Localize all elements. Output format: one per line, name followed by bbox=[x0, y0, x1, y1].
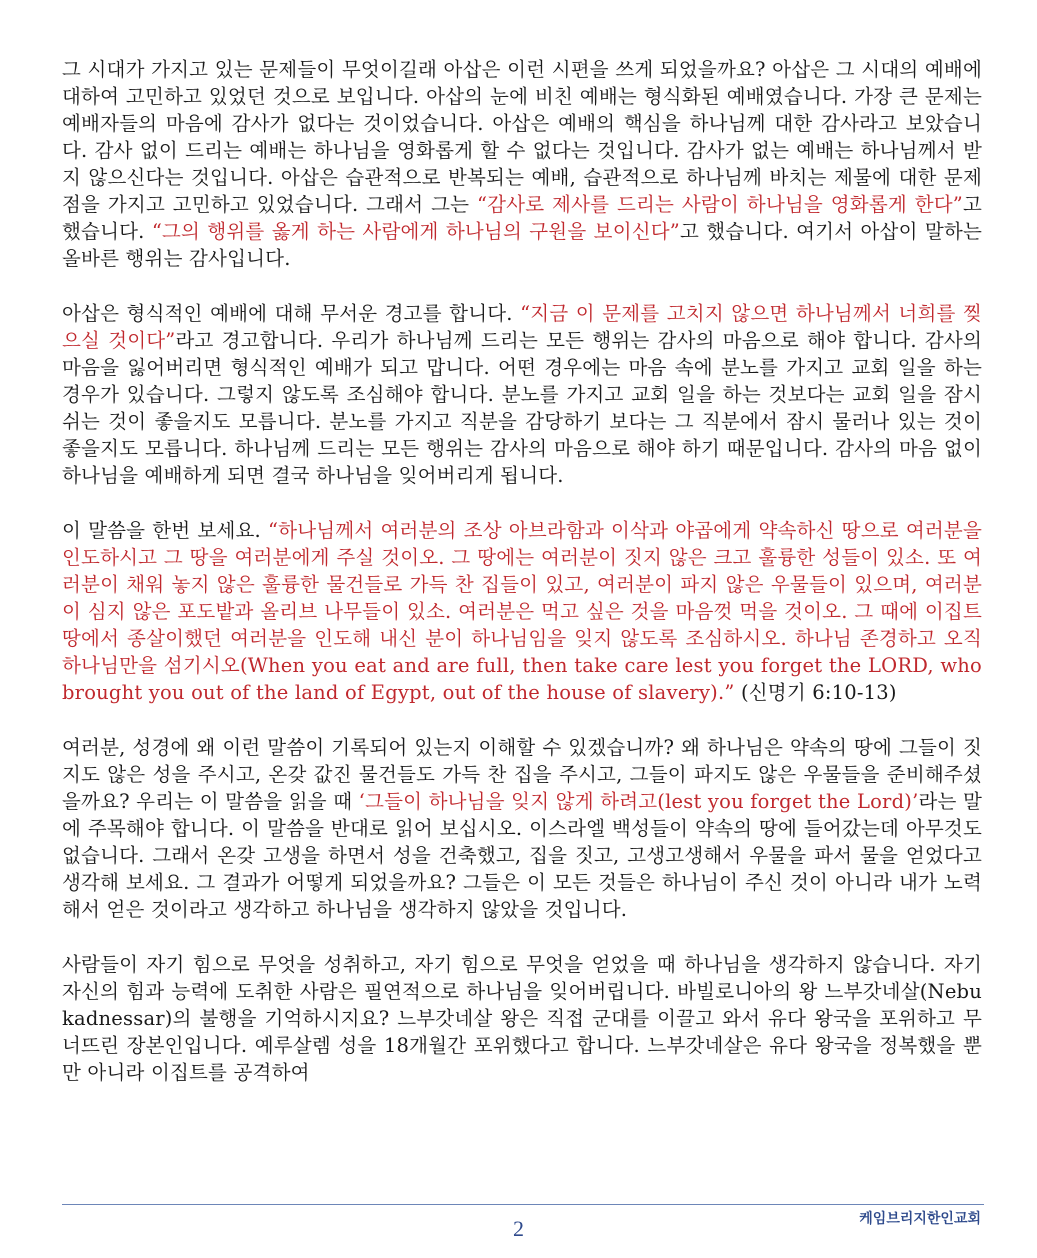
paragraph-text: 아삽은 형식적인 예배에 대해 무서운 경고를 합니다. bbox=[62, 302, 521, 325]
paragraph-text: 여러분, 성경에 왜 이런 말씀이 기록되어 있는지 이해할 수 있겠습니까? 왜 하나님은 약속의 땅에 그들이 짓지도 않은 성을 주시고, 온갖 값진 물건들도 가득 찬 집을 주시고, 그들이 파지도 않은 우물들을 준비해주셨을까요? 우리는 이 말씀을 읽을 때 bbox=[62, 736, 982, 813]
paragraph-text: 이 말씀을 한번 보세요. bbox=[62, 519, 269, 542]
page-number: 2 bbox=[513, 1216, 524, 1241]
paragraph-text: 라는 말에 주목해야 합니다. 이 말씀을 반대로 읽어 보십시오. 이스라엘 백성들이 약속의 땅에 들어갔는데 아무것도 없습니다. 그래서 온갖 고생을 하면서 성을 건축했고, 집을 짓고, 고생고생해서 우물을 파서 물을 얻었다고 생각해 보세요. 그 결과가 어떻게 되었을까요? 그들은 이 모든 것들은 하나님이 주신 것이 아니라 내가 노력해서 얻은 것이라고 생각하고 하나님을 생각하지 않았을 것입니다. bbox=[62, 790, 983, 921]
paragraph-5 bbox=[62, 951, 982, 1086]
church-name: 케임브리지한인교회 bbox=[859, 1211, 981, 1227]
scripture-quote: “그의 행위를 옳게 하는 사람에게 하나님의 구원을 보이신다” bbox=[151, 220, 680, 243]
scripture-quote: “지금 이 문제를 고치지 않으면 하나님께서 너희를 찢으실 것이다” bbox=[62, 302, 982, 352]
scripture-reference: (신명기 6:10-13) bbox=[734, 681, 897, 704]
paragraph-1 bbox=[62, 56, 982, 272]
paragraph-2 bbox=[62, 300, 982, 489]
paragraph-text: 그 시대가 가지고 있는 문제들이 무엇이길래 아삽은 이런 시편을 쓰게 되었을까요? 아삽은 그 시대의 예배에 대하여 고민하고 있었던 것으로 보입니다. 아삽의 눈에 비친 예배는 형식화된 예배였습니다. 가장 큰 문제는 예배자들의 마음에 감사가 없다는 것이었습니다. 아삽은 예배의 핵심을 하나님께 대한 감사라고 보았습니다. 감사 없이 드리는 예배는 하나님을 영화롭게 할 수 없다는 것입니다. 감사가 없는 예배는 하나님께서 받지 않으신다는 것입니다. 아삽은 습관적으로 반복되는 예배, 습관적으로 하나님께 바치는 제물에 대한 문제점을 가지고 고민하고 있었습니다. 그래서 그는 bbox=[62, 58, 982, 216]
scripture-quote: “하나님께서 여러분의 조상 아브라함과 이삭과 야곱에게 약속하신 땅으로 여러분을 인도하시고 그 땅을 여러분에게 주실 것이오. 그 땅에는 여러분이 짓지 않은 크고 훌륭한 성들이 있소. 또 여러분이 채워 놓지 않은 훌륭한 물건들로 가득 찬 집들이 있고, 여러분이 파지 않은 우물들이 있으며, 여러분이 심지 않은 포도밭과 올리브 나무들이 있소. 여러분은 먹고 싶은 것을 마음껏 먹을 것이오. 그 때에 이집트 땅에서 종살이했던 여러분을 인도해 내신 분이 하나님임을 잊지 않도록 조심하시오. 하나님 존경하고 오직 하나님만을 섬기시오(When you eat and are full, then take care lest you forget the LORD, who brought you out of the land of Egypt, out of the house of slavery).” bbox=[62, 519, 982, 704]
paragraph-text: 고 했습니다. 여기서 아삽이 말하는 올바른 행위는 감사입니다. bbox=[62, 220, 982, 270]
scripture-quote: ‘그들이 하나님을 잊지 않게 하려고(lest you forget the Lord)’ bbox=[358, 790, 919, 813]
paragraph-text: 고 했습니다. bbox=[62, 193, 982, 243]
scripture-quote: “감사로 제사를 드리는 사람이 하나님을 영화롭게 한다” bbox=[476, 193, 963, 216]
paragraph-4 bbox=[62, 734, 982, 923]
paragraph-text: 사람들이 자기 힘으로 무엇을 성취하고, 자기 힘으로 무엇을 얻었을 때 하나님을 생각하지 않습니다. 자기 자신의 힘과 능력에 도취한 사람은 필연적으로 하나님을 잊어버립니다. 바빌로니아의 왕 느부갓네살(Nebukadnessar)의 불행을 기억하시지요? 느부갓네살 왕은 직접 군대를 이끌고 와서 유다 왕국을 포위하고 무너뜨린 장본인입니다. 예루살렘 성을 18개월간 포위했다고 합니다. 느부갓네살은 유다 왕국을 정복했을 뿐만 아니라 이집트를 공격하여 bbox=[62, 953, 982, 1084]
paragraph-text: 라고 경고합니다. 우리가 하나님께 드리는 모든 행위는 감사의 마음으로 해야 합니다. 감사의 마음을 잃어버리면 형식적인 예배가 되고 맙니다. 어떤 경우에는 마음 속에 분노를 가지고 교회 일을 하는 경우가 있습니다. 그렇지 않도록 조심해야 합니다. 분노를 가지고 교회 일을 하는 것보다는 교회 일을 잠시 쉬는 것이 좋을지도 모릅니다. 분노를 가지고 직분을 감당하기 보다는 그 직분에서 잠시 물러나 있는 것이 좋을지도 모릅니다. 하나님께 드리는 모든 행위는 감사의 마음으로 해야 하기 때문입니다. 감사의 마음 없이 하나님을 예배하게 되면 결국 하나님을 잊어버리게 됩니다. bbox=[62, 329, 982, 487]
paragraph-3 bbox=[62, 517, 982, 706]
footer-divider bbox=[62, 1204, 984, 1205]
document-body bbox=[62, 56, 982, 1114]
